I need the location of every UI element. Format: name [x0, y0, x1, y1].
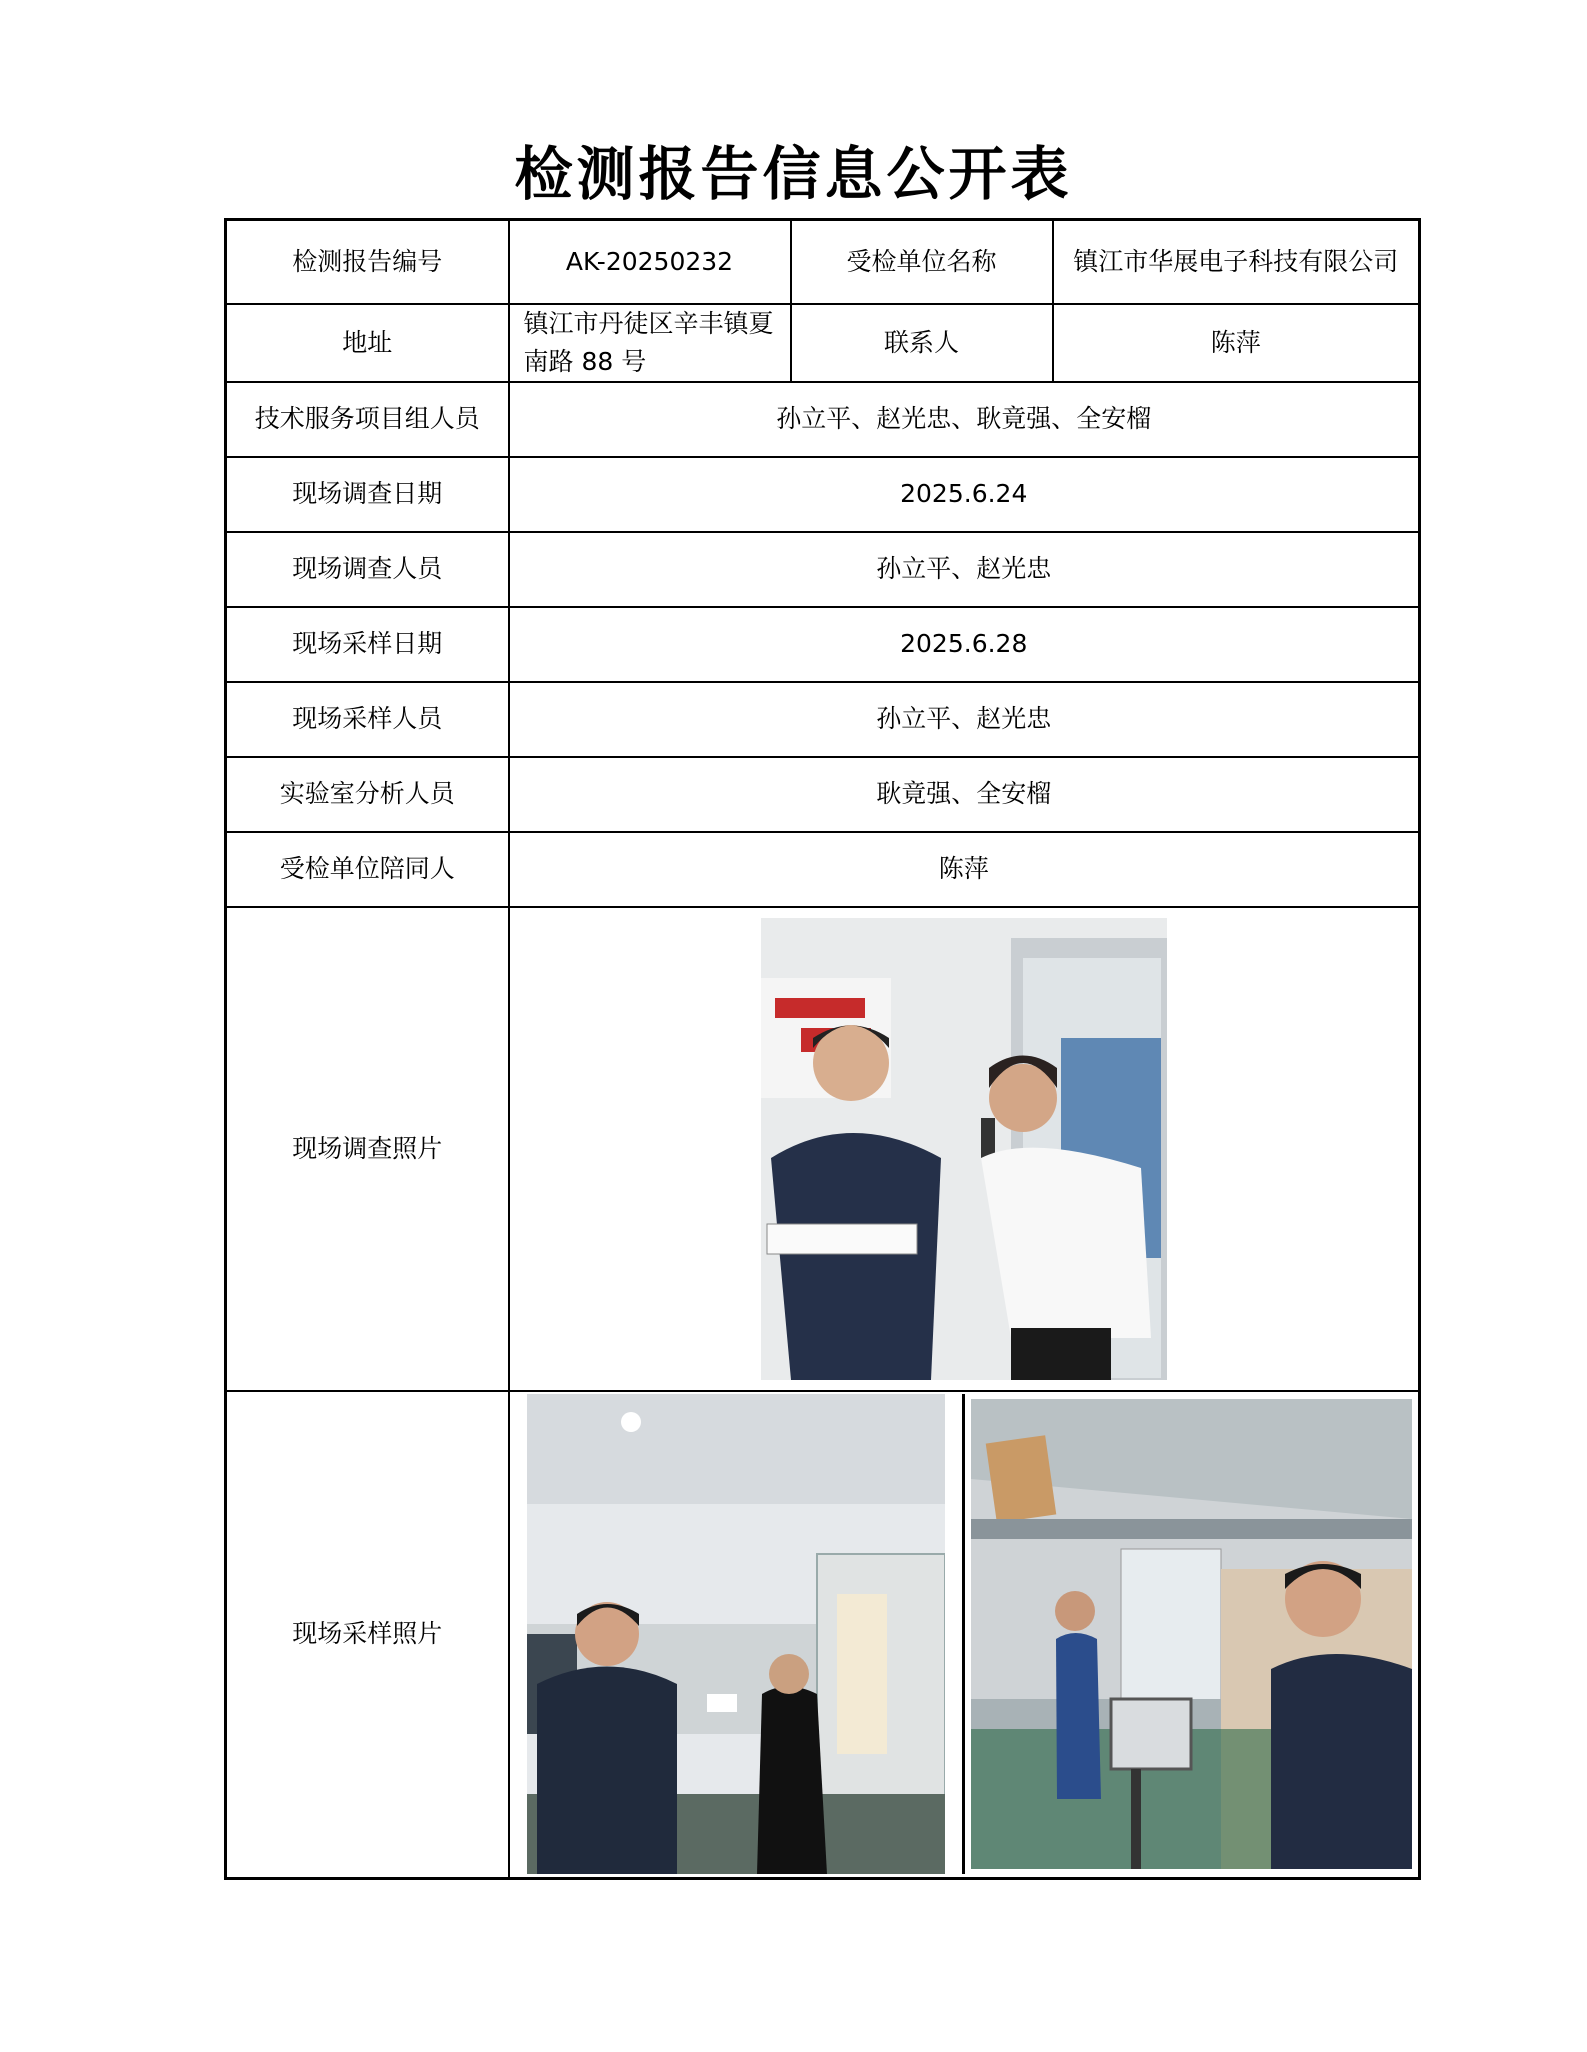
lab-staff-label: 实验室分析人员: [226, 757, 509, 832]
table-row: [226, 457, 1420, 532]
sampling-photo-2: [971, 1399, 1412, 1869]
survey-staff-label: 现场调查人员: [226, 532, 509, 607]
sampling-photo-label: 现场采样照片: [226, 1391, 509, 1879]
table-row: [226, 832, 1420, 907]
sampling-date-label: 现场采样日期: [226, 607, 509, 682]
report-no-label: 检测报告编号: [226, 220, 509, 304]
team-value: 孙立平、赵光忠、耿竟强、全安榴: [509, 382, 1420, 457]
survey-photo-label: 现场调查照片: [226, 907, 509, 1391]
table-row: [226, 532, 1420, 607]
report-info-table: [224, 218, 1421, 1880]
lab-staff-value: 耿竟强、全安榴: [509, 757, 1420, 832]
table-row: [226, 907, 1420, 1391]
survey-photo: [761, 918, 1167, 1380]
page-title: 检测报告信息公开表: [514, 140, 1073, 208]
escort-label: 受检单位陪同人: [226, 832, 509, 907]
survey-staff-value: 孙立平、赵光忠: [509, 532, 1420, 607]
table-row: [226, 682, 1420, 757]
table-row: [226, 220, 1420, 304]
sampling-photo-cell: [509, 1391, 1420, 1879]
survey-date-value: 2025.6.24: [509, 457, 1420, 532]
sampling-date-value: 2025.6.28: [509, 607, 1420, 682]
address-value: 镇江市丹徒区辛丰镇夏南路 88 号: [509, 304, 791, 382]
survey-date-label: 现场调查日期: [226, 457, 509, 532]
table-row: [226, 757, 1420, 832]
sampling-staff-value: 孙立平、赵光忠: [509, 682, 1420, 757]
table-row: [226, 1391, 1420, 1879]
report-no-value: AK-20250232: [509, 220, 791, 304]
unit-name-value: 镇江市华展电子科技有限公司: [1053, 220, 1420, 304]
sampling-staff-label: 现场采样人员: [226, 682, 509, 757]
contact-value: 陈萍: [1053, 304, 1420, 382]
table-row: [226, 607, 1420, 682]
survey-photo-cell: [509, 907, 1420, 1391]
address-label: 地址: [226, 304, 509, 382]
unit-name-label: 受检单位名称: [791, 220, 1053, 304]
sampling-photo-1: [527, 1394, 945, 1874]
team-label: 技术服务项目组人员: [226, 382, 509, 457]
contact-label: 联系人: [791, 304, 1053, 382]
escort-value: 陈萍: [509, 832, 1420, 907]
table-row: [226, 382, 1420, 457]
table-row: [226, 304, 1420, 382]
